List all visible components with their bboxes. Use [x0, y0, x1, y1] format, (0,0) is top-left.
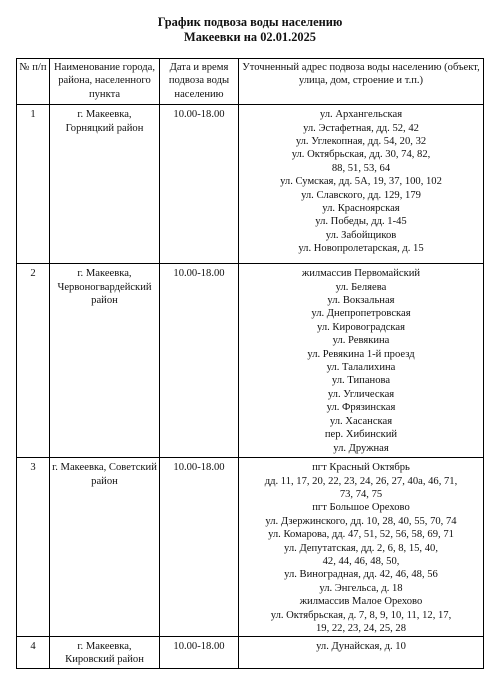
row-time: 10.00-18.00 [160, 105, 239, 264]
table-header-row [17, 59, 484, 105]
address-line: ул. Комарова, дд. 47, 51, 52, 56, 58, 69, 71 [268, 529, 454, 541]
table-row [17, 105, 484, 264]
address-line: жилмассив Первомайский [301, 268, 421, 280]
address-line: ул. Архангельская [319, 109, 403, 121]
address-line: ул. Эстафетная, дд. 52, 42 [303, 122, 419, 134]
header-time: Дата и время подвоза воды населению [160, 59, 239, 105]
address-line: ул. Фрязинская [326, 402, 396, 414]
address-line: ул. Дружная [333, 442, 389, 454]
address-line: ул. Хасанская [329, 415, 393, 427]
address-line: ул. Депутатская, дд. 2, 6, 8, 15, 40, [284, 542, 438, 554]
table-row [17, 458, 484, 636]
address-line: 42, 44, 46, 48, 50, [322, 556, 400, 568]
title-line-2: Макеевки на 02.01.2025 [184, 30, 316, 44]
table-row [17, 264, 484, 458]
address-line: ул. Октябрьская, дд. 30, 74, 82, [291, 149, 431, 161]
address-line: ул. Кировоградская [317, 321, 405, 333]
address-line: ул. Новопролетарская, д. 15 [298, 243, 424, 255]
address-line: ул. Углическая [327, 388, 395, 400]
header-city: Наименование города, района, населенного пункта [50, 59, 160, 105]
row-city: г. Макеевка, Советский район [50, 458, 160, 636]
address-line: ул. Славского, дд. 129, 179 [301, 189, 421, 201]
row-num: 4 [17, 636, 50, 668]
address-line: пгт Большое Орехово [312, 502, 410, 514]
address-line: ул. Забойщиков [325, 229, 397, 241]
water-schedule-table [16, 58, 484, 669]
address-line: ул. Талалихина [326, 362, 396, 374]
row-time: 10.00-18.00 [160, 264, 239, 458]
address-line: ул. Красноярская [322, 203, 400, 215]
row-num: 1 [17, 105, 50, 264]
address-line: ул. Беляева [335, 281, 387, 293]
row-num: 2 [17, 264, 50, 458]
address-line: ул. Типанова [331, 375, 391, 387]
address-line: ул. Ревякина 1-й проезд [307, 348, 415, 360]
row-address [239, 105, 484, 264]
table-row [17, 636, 484, 668]
address-line: ул. Днепропетровская [311, 308, 411, 320]
address-line: жилмассив Малое Орехово [299, 596, 423, 608]
address-line: ул. Дзержинского, дд. 10, 28, 40, 55, 70, 74 [265, 515, 457, 527]
row-address [239, 636, 484, 668]
address-line: ул. Октябрьская, д. 7, 8, 9, 10, 11, 12, 17, [270, 609, 452, 621]
address-line: ул. Победы, дд. 1-45 [315, 216, 407, 228]
row-city: г. Макеевка, Кировский район [50, 636, 160, 668]
row-city: г. Макеевка, Горняцкий район [50, 105, 160, 264]
address-line: ул. Сумская, дд. 5А, 19, 37, 100, 102 [280, 176, 442, 188]
header-address: Уточненный адрес подвоза воды населению (объект, улица, дом, строение и т.п.) [239, 59, 484, 105]
address-line: 19, 22, 23, 24, 25, 28 [315, 623, 407, 635]
address-line: ул. Виноградная, дд. 42, 46, 48, 56 [284, 569, 438, 581]
address-line: ул. Энгельса, д. 18 [319, 582, 403, 594]
row-num: 3 [17, 458, 50, 636]
row-address [239, 264, 484, 458]
row-city: г. Макеевка, Червоногвардейский район [50, 264, 160, 458]
address-line: пгт Красный Октябрь [312, 462, 410, 474]
address-line: ул. Вокзальная [327, 295, 395, 307]
address-line: 73, 74, 75 [339, 489, 383, 501]
title-line-1: График подвоза воды населению [157, 15, 343, 29]
address-line: 88, 51, 53, 64 [331, 162, 391, 174]
address-line: ул. Углекопная, дд. 54, 20, 32 [295, 136, 427, 148]
address-line: ул. Ревякина [332, 335, 390, 347]
document-title [0, 15, 500, 45]
address-line: дд. 11, 17, 20, 22, 23, 24, 26, 27, 40а, 46, 71, [264, 475, 458, 487]
address-line: пер. Хибинский [324, 429, 398, 441]
header-num: № п/п [17, 59, 50, 105]
row-address [239, 458, 484, 636]
row-time: 10.00-18.00 [160, 636, 239, 668]
address-line: ул. Дунайская, д. 10 [316, 640, 406, 652]
row-time: 10.00-18.00 [160, 458, 239, 636]
